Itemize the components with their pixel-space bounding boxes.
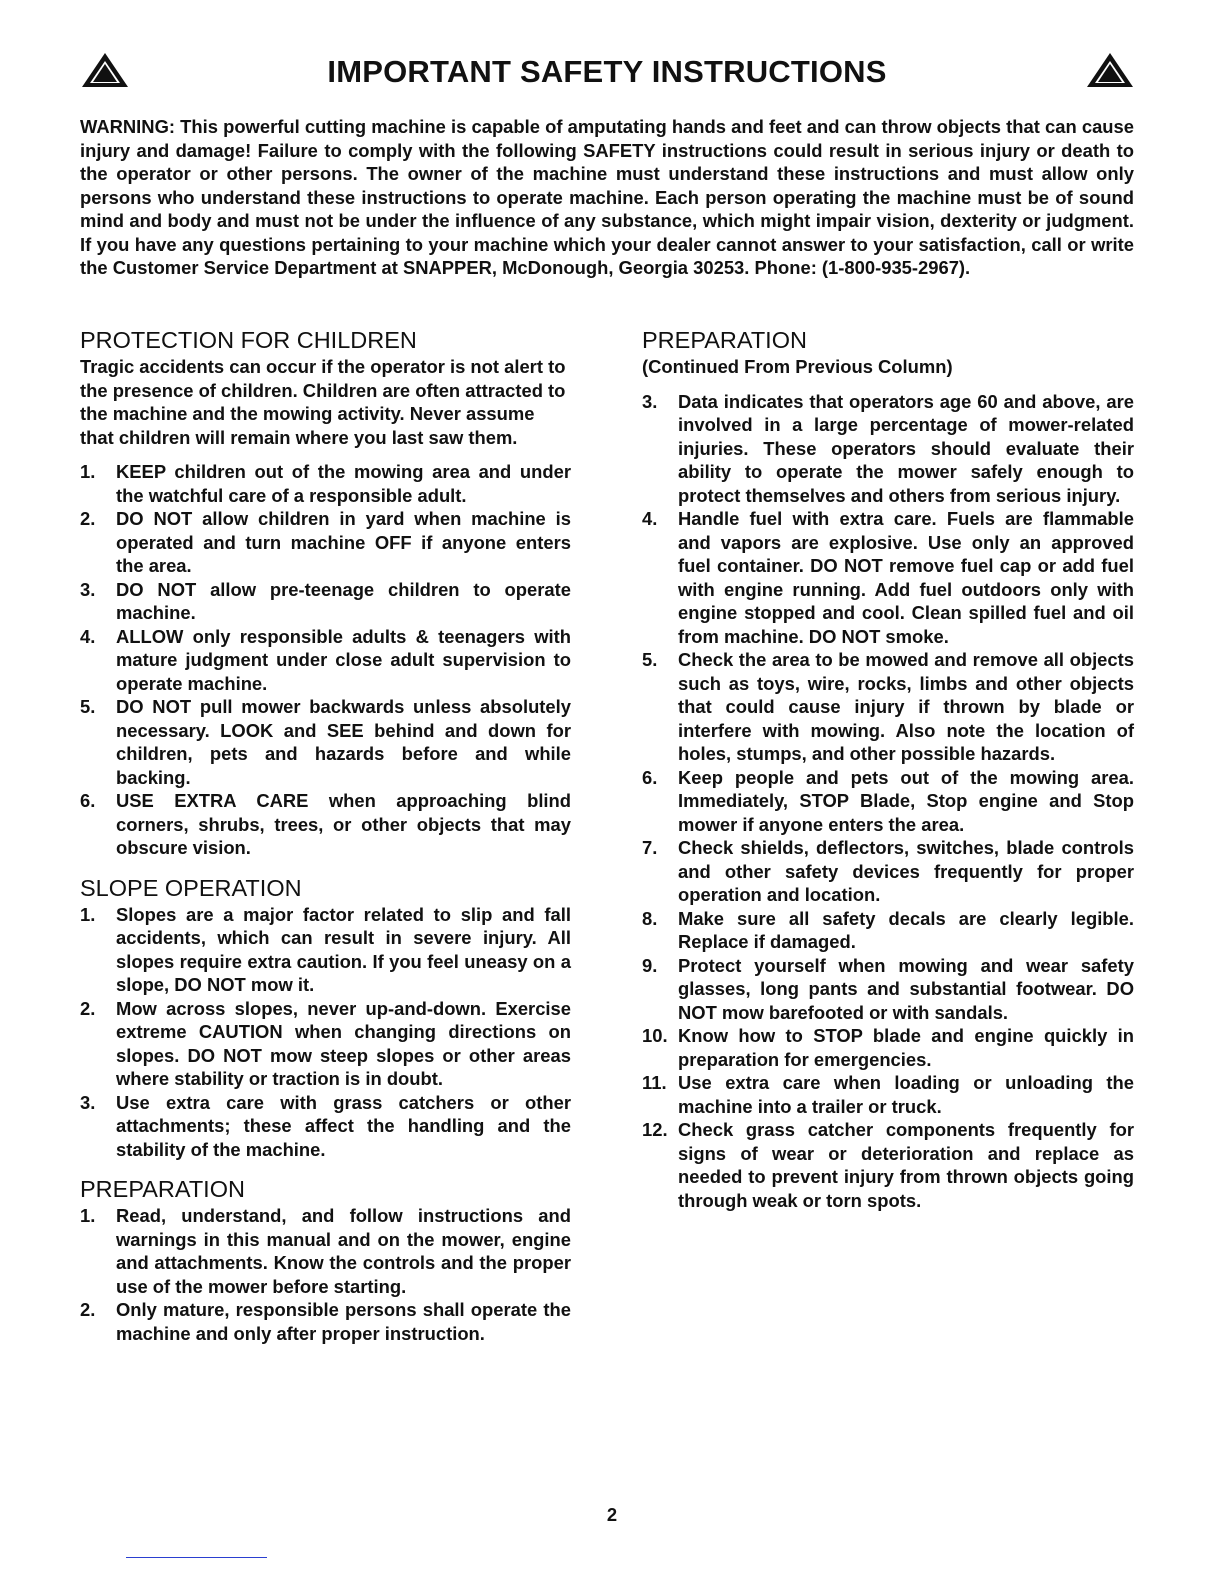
- numbered-list: [80, 460, 571, 860]
- item-number: 7.: [642, 837, 658, 858]
- item-text: Data indicates that operators age 60 and above, are involved in a large percentage of mower-related injuries. These operators should evaluate their ability to operate the mower safely enough to protect themselves and others from serious injury.: [678, 390, 1134, 506]
- item-text: Protect yourself when mowing and wear safety glasses, long pants and substantial footwear. DO NOT mow barefooted or with sandals.: [678, 954, 1134, 1023]
- list-item: [80, 1204, 571, 1298]
- list-item: [642, 907, 1134, 954]
- list-item: [642, 1071, 1134, 1118]
- section-spacer: [80, 1161, 571, 1175]
- list-item: [80, 1298, 571, 1345]
- warning-triangle-icon: [1086, 52, 1134, 88]
- section-protection-for-children: [80, 326, 571, 860]
- list-item: [642, 766, 1134, 837]
- section-heading: SLOPE OPERATION: [80, 874, 302, 901]
- list-item: [80, 507, 571, 578]
- item-number: 2.: [80, 997, 96, 1019]
- section-heading: PREPARATION: [642, 327, 807, 353]
- item-number: 3.: [80, 578, 96, 600]
- item-text: Keep people and pets out of the mowing area. Immediately, STOP Blade, Stop engine and Stop mower if anyone enters the area.: [678, 766, 1134, 835]
- item-text: Only mature, responsible persons shall operate the machine and only after proper instruction.: [116, 1299, 571, 1344]
- list-item: [80, 903, 571, 997]
- numbered-list: [642, 390, 1134, 1213]
- section-preparation: [80, 1175, 571, 1345]
- numbered-list: [80, 903, 571, 1162]
- item-number: 6.: [80, 790, 96, 811]
- warning-paragraph: WARNING: This powerful cutting machine is capable of amputating hands and feet and can throw objects that can cause injury and damage! Failure to comply with the following SAFETY instructions could result in serious injury or death to the operator or other persons. The owner of the machine must understand these instructions and must allow only persons who understand these instructions to operate machine. Each person operating the machine must be of sound mind and body and must not be under the influence of any substance, which might impair vision, dexterity or judgment. If you have any questions pertaining to your machine which your dealer cannot answer to your satisfaction, call or write the Customer Service Department at SNAPPER, McDonough, Georgia 30253. Phone: (1-800-935-2967).: [80, 116, 1134, 278]
- list-item: [642, 648, 1134, 766]
- section-preparation-continued: [642, 326, 1134, 1212]
- item-number: 2.: [80, 1299, 96, 1320]
- item-text: Use extra care when loading or unloading the machine into a trailer or truck.: [678, 1072, 1134, 1117]
- footer-divider: [126, 1557, 267, 1558]
- item-text: Check the area to be mowed and remove all objects such as toys, wire, rocks, limbs and other objects that could cause injury if thrown by blade or interfere with mowing. Also note the location of holes, stumps, and other possible hazards.: [678, 649, 1134, 764]
- item-text: Mow across slopes, never up-and-down. Exercise extreme CAUTION when changing directions on slopes. DO NOT mow steep slopes or other areas where stability or traction is in doubt.: [116, 997, 571, 1089]
- numbered-list: [80, 1204, 571, 1345]
- item-text: KEEP children out of the mowing area and under the watchful care of a responsible adult.: [116, 461, 571, 506]
- item-number: 8.: [642, 907, 658, 929]
- list-item: [642, 1118, 1134, 1212]
- section-slope-operation: [80, 874, 571, 1162]
- item-text: DO NOT allow pre-teenage children to operate machine.: [116, 578, 571, 623]
- list-item: [80, 997, 571, 1091]
- item-text: Check grass catcher components frequently for signs of wear or deterioration and replace as needed to prevent injury from thrown objects going through weak or torn spots.: [678, 1119, 1134, 1211]
- section-intro: Tragic accidents can occur if the operator is not alert to the presence of children. Children are often attracted to the machine and the mowing activity. Never assume that children will remain where you last saw them.: [80, 356, 566, 448]
- list-item: [80, 578, 571, 625]
- section-heading: PREPARATION: [80, 1176, 245, 1202]
- list-item: [80, 460, 571, 507]
- item-number: 1.: [80, 461, 96, 482]
- item-text: Read, understand, and follow instructions and warnings in this manual and on the mower, engine and attachments. Know the controls and the proper use of the mower before starting.: [116, 1205, 571, 1297]
- item-number: 5.: [80, 696, 96, 717]
- right-column: [642, 326, 1134, 1212]
- title-row: [80, 52, 1134, 98]
- item-text: ALLOW only responsible adults & teenagers with mature judgment under close adult supervision to operate machine.: [116, 625, 571, 694]
- continued-note: (Continued From Previous Column): [642, 356, 953, 377]
- list-item: [80, 625, 571, 696]
- item-number: 9.: [642, 954, 658, 976]
- item-number: 1.: [80, 1205, 96, 1226]
- left-column: [80, 326, 571, 1345]
- item-number: 12.: [642, 1119, 668, 1140]
- item-text: DO NOT allow children in yard when machine is operated and turn machine OFF if anyone enters the area.: [116, 508, 571, 576]
- item-number: 1.: [80, 903, 96, 925]
- item-text: Check shields, deflectors, switches, blade controls and other safety devices frequently for proper operation and location.: [678, 837, 1134, 905]
- item-text: Make sure all safety decals are clearly legible. Replace if damaged.: [678, 907, 1134, 952]
- section-spacer: [80, 860, 571, 874]
- item-number: 5.: [642, 649, 658, 670]
- item-number: 11.: [642, 1072, 667, 1093]
- list-item: [642, 954, 1134, 1025]
- item-number: 4.: [80, 625, 96, 647]
- item-number: 3.: [642, 390, 658, 412]
- item-text: Know how to STOP blade and engine quickly in preparation for emergencies.: [678, 1025, 1134, 1070]
- item-number: 4.: [642, 508, 658, 529]
- list-item: [642, 390, 1134, 508]
- list-item: [642, 1024, 1134, 1071]
- item-number: 10.: [642, 1025, 668, 1046]
- list-item: [642, 507, 1134, 648]
- item-text: DO NOT pull mower backwards unless absolutely necessary. LOOK and SEE behind and down for children, pets and hazards before and while backing.: [116, 696, 571, 788]
- item-text: USE EXTRA CARE when approaching blind corners, shrubs, trees, or other objects that may obscure vision.: [116, 790, 571, 858]
- list-item: [80, 695, 571, 789]
- section-heading: PROTECTION FOR CHILDREN: [80, 327, 417, 353]
- list-item: [642, 836, 1134, 907]
- list-item: [80, 1091, 571, 1162]
- page-title: IMPORTANT SAFETY INSTRUCTIONS: [327, 54, 887, 89]
- list-item: [80, 789, 571, 860]
- item-text: Slopes are a major factor related to slip and fall accidents, which can result in severe injury. All slopes require extra caution. If you feel uneasy on a slope, DO NOT mow it.: [116, 903, 571, 995]
- item-number: 6.: [642, 766, 658, 788]
- item-text: Use extra care with grass catchers or other attachments; these affect the handling and the stability of the machine.: [116, 1091, 571, 1160]
- item-number: 3.: [80, 1091, 96, 1113]
- page-number: 2: [606, 1504, 618, 1525]
- item-text: Handle fuel with extra care. Fuels are flammable and vapors are explosive. Use only an approved fuel container. DO NOT remove fuel cap or add fuel with engine running. Add fuel outdoors only with engine stopped and cool. Clean spilled fuel and oil from machine. DO NOT smoke.: [678, 508, 1134, 647]
- item-number: 2.: [80, 508, 96, 529]
